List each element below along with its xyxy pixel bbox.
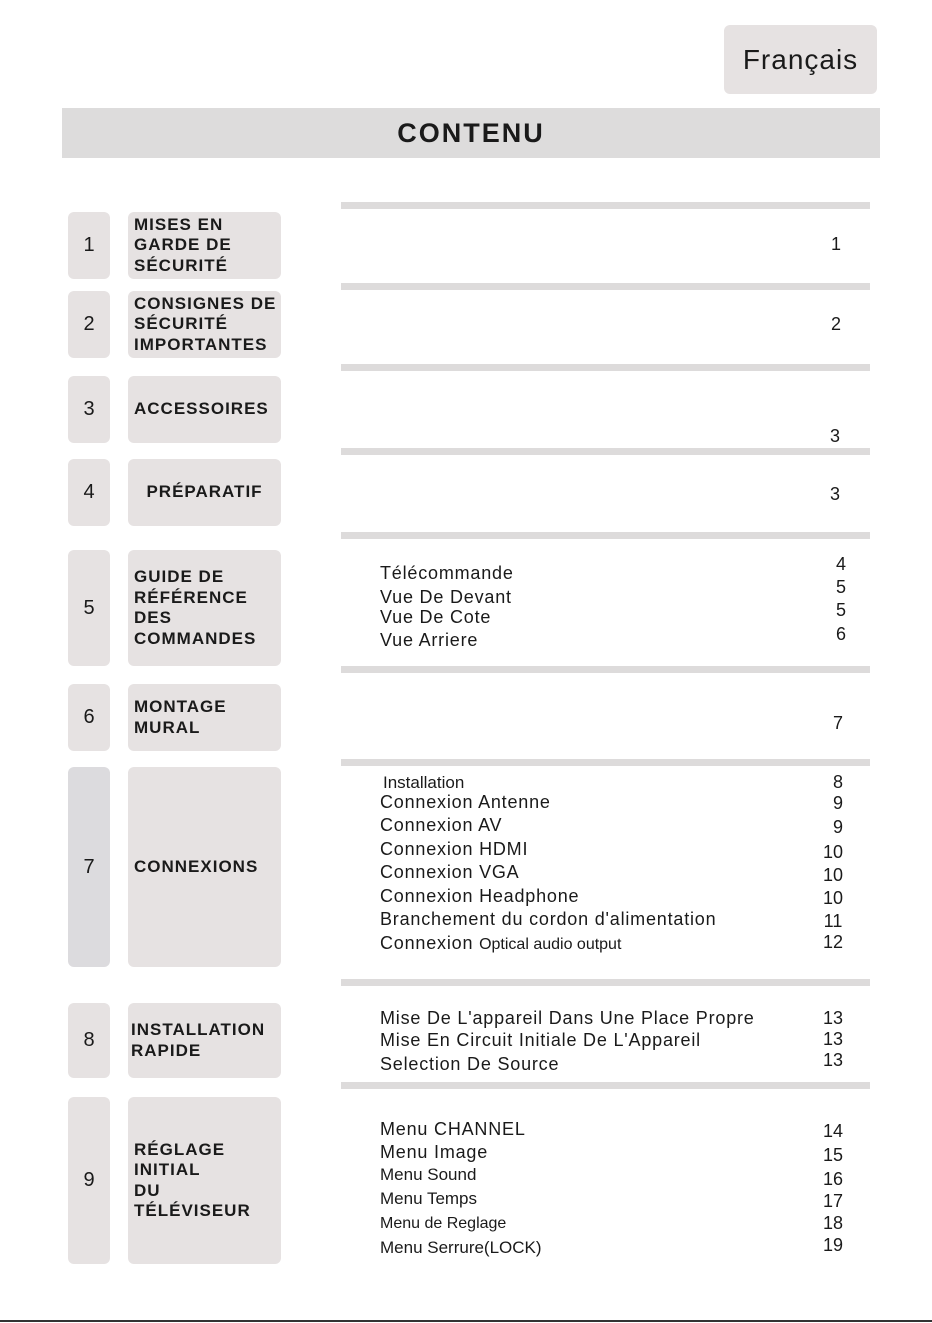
- section-title-link[interactable]: PRÉPARATIF: [128, 459, 281, 526]
- page-number: 3: [829, 484, 840, 504]
- page-number: 13: [822, 1029, 844, 1049]
- section-number: 7: [68, 767, 110, 967]
- toc-entry[interactable]: Connexion VGA: [380, 862, 520, 882]
- toc-entry[interactable]: Vue Arriere: [380, 630, 479, 650]
- page-number: 12: [822, 932, 844, 952]
- section-number: 4: [68, 459, 110, 526]
- page-number: 15: [822, 1145, 844, 1165]
- page-number: 13: [822, 1008, 844, 1028]
- section-title-link[interactable]: MISES EN GARDE DE SÉCURITÉ: [128, 212, 281, 279]
- section-title-link[interactable]: MONTAGE MURAL: [128, 684, 281, 751]
- page-title: CONTENU: [62, 108, 880, 158]
- section-title-link[interactable]: GUIDE DE RÉFÉRENCE DES COMMANDES: [128, 550, 281, 666]
- page-number: 4: [835, 554, 846, 574]
- section-divider: [341, 448, 870, 455]
- toc-entry[interactable]: Connexion Antenne: [380, 792, 551, 812]
- footer-rule: [0, 1320, 932, 1322]
- section-number: 9: [68, 1097, 110, 1264]
- page-number: 5: [835, 577, 846, 597]
- page-number: 18: [822, 1213, 844, 1233]
- section-divider: [341, 979, 870, 986]
- toc-entry[interactable]: Menu Temps: [380, 1189, 478, 1208]
- toc-entry[interactable]: Selection De Source: [380, 1054, 560, 1074]
- section-number: 3: [68, 376, 110, 443]
- toc-entry[interactable]: Connexion HDMI: [380, 839, 529, 859]
- toc-entry[interactable]: Vue De Cote: [380, 607, 492, 627]
- toc-entry[interactable]: Mise De L'appareil Dans Une Place Propre: [380, 1008, 755, 1028]
- toc-entry[interactable]: Menu Serrure(LOCK): [380, 1238, 542, 1257]
- section-divider: [341, 364, 870, 371]
- page-number: 17: [822, 1191, 844, 1211]
- toc-entry[interactable]: Connexion Headphone: [380, 886, 580, 906]
- page-number: 1: [830, 234, 841, 254]
- section-divider: [341, 666, 870, 673]
- toc-entry[interactable]: Installation: [383, 773, 465, 792]
- language-label: Français: [724, 25, 877, 94]
- page-number: 9: [832, 817, 843, 837]
- toc-entry-text: Connexion: [380, 933, 474, 953]
- section-divider: [341, 532, 870, 539]
- page-number: 8: [832, 772, 843, 792]
- toc-entry[interactable]: Menu CHANNEL: [380, 1119, 526, 1139]
- page-number: 7: [832, 713, 843, 733]
- toc-entry[interactable]: Connexion AV: [380, 815, 503, 835]
- section-divider: [341, 759, 870, 766]
- toc-entry[interactable]: [380, 933, 621, 955]
- toc-entry[interactable]: Menu de Reglage: [380, 1215, 507, 1232]
- section-title-link[interactable]: CONSIGNES DE SÉCURITÉ IMPORTANTES: [128, 291, 281, 358]
- page-number: 2: [830, 314, 841, 334]
- section-number: 1: [68, 212, 110, 279]
- section-number: 5: [68, 550, 110, 666]
- toc-entry[interactable]: Menu Sound: [380, 1165, 477, 1184]
- toc-entry[interactable]: Mise En Circuit Initiale De L'Appareil: [380, 1030, 701, 1050]
- section-divider: [341, 202, 870, 209]
- page-number: 13: [822, 1050, 844, 1070]
- section-number: 2: [68, 291, 110, 358]
- section-divider: [341, 283, 870, 290]
- page-number: 10: [822, 888, 844, 908]
- toc-entry[interactable]: Menu Image: [380, 1142, 489, 1162]
- page-number: 3: [829, 426, 840, 446]
- page-number: 10: [822, 842, 844, 862]
- page-number: 9: [832, 793, 843, 813]
- page-number: 6: [835, 624, 846, 644]
- section-title-link[interactable]: INSTALLATION RAPIDE: [128, 1003, 281, 1078]
- section-divider: [341, 1082, 870, 1089]
- toc-entry[interactable]: Vue De Devant: [380, 587, 512, 607]
- page-number: 11: [823, 911, 843, 931]
- section-title-link[interactable]: ACCESSOIRES: [128, 376, 281, 443]
- page-number: 16: [822, 1169, 844, 1189]
- page-number: 14: [822, 1121, 844, 1141]
- toc-entry[interactable]: Branchement du cordon d'alimentation: [380, 909, 717, 929]
- section-title-link[interactable]: RÉGLAGE INITIAL DU TÉLÉVISEUR: [128, 1097, 281, 1264]
- page-number: 10: [822, 865, 844, 885]
- page-number: 5: [835, 600, 846, 620]
- section-title-link[interactable]: CONNEXIONS: [128, 767, 281, 967]
- section-number: 8: [68, 1003, 110, 1078]
- toc-entry[interactable]: Télécommande: [380, 563, 514, 583]
- page-number: 19: [822, 1235, 844, 1255]
- section-number: 6: [68, 684, 110, 751]
- toc-entry-suffix: Optical audio output: [479, 936, 622, 953]
